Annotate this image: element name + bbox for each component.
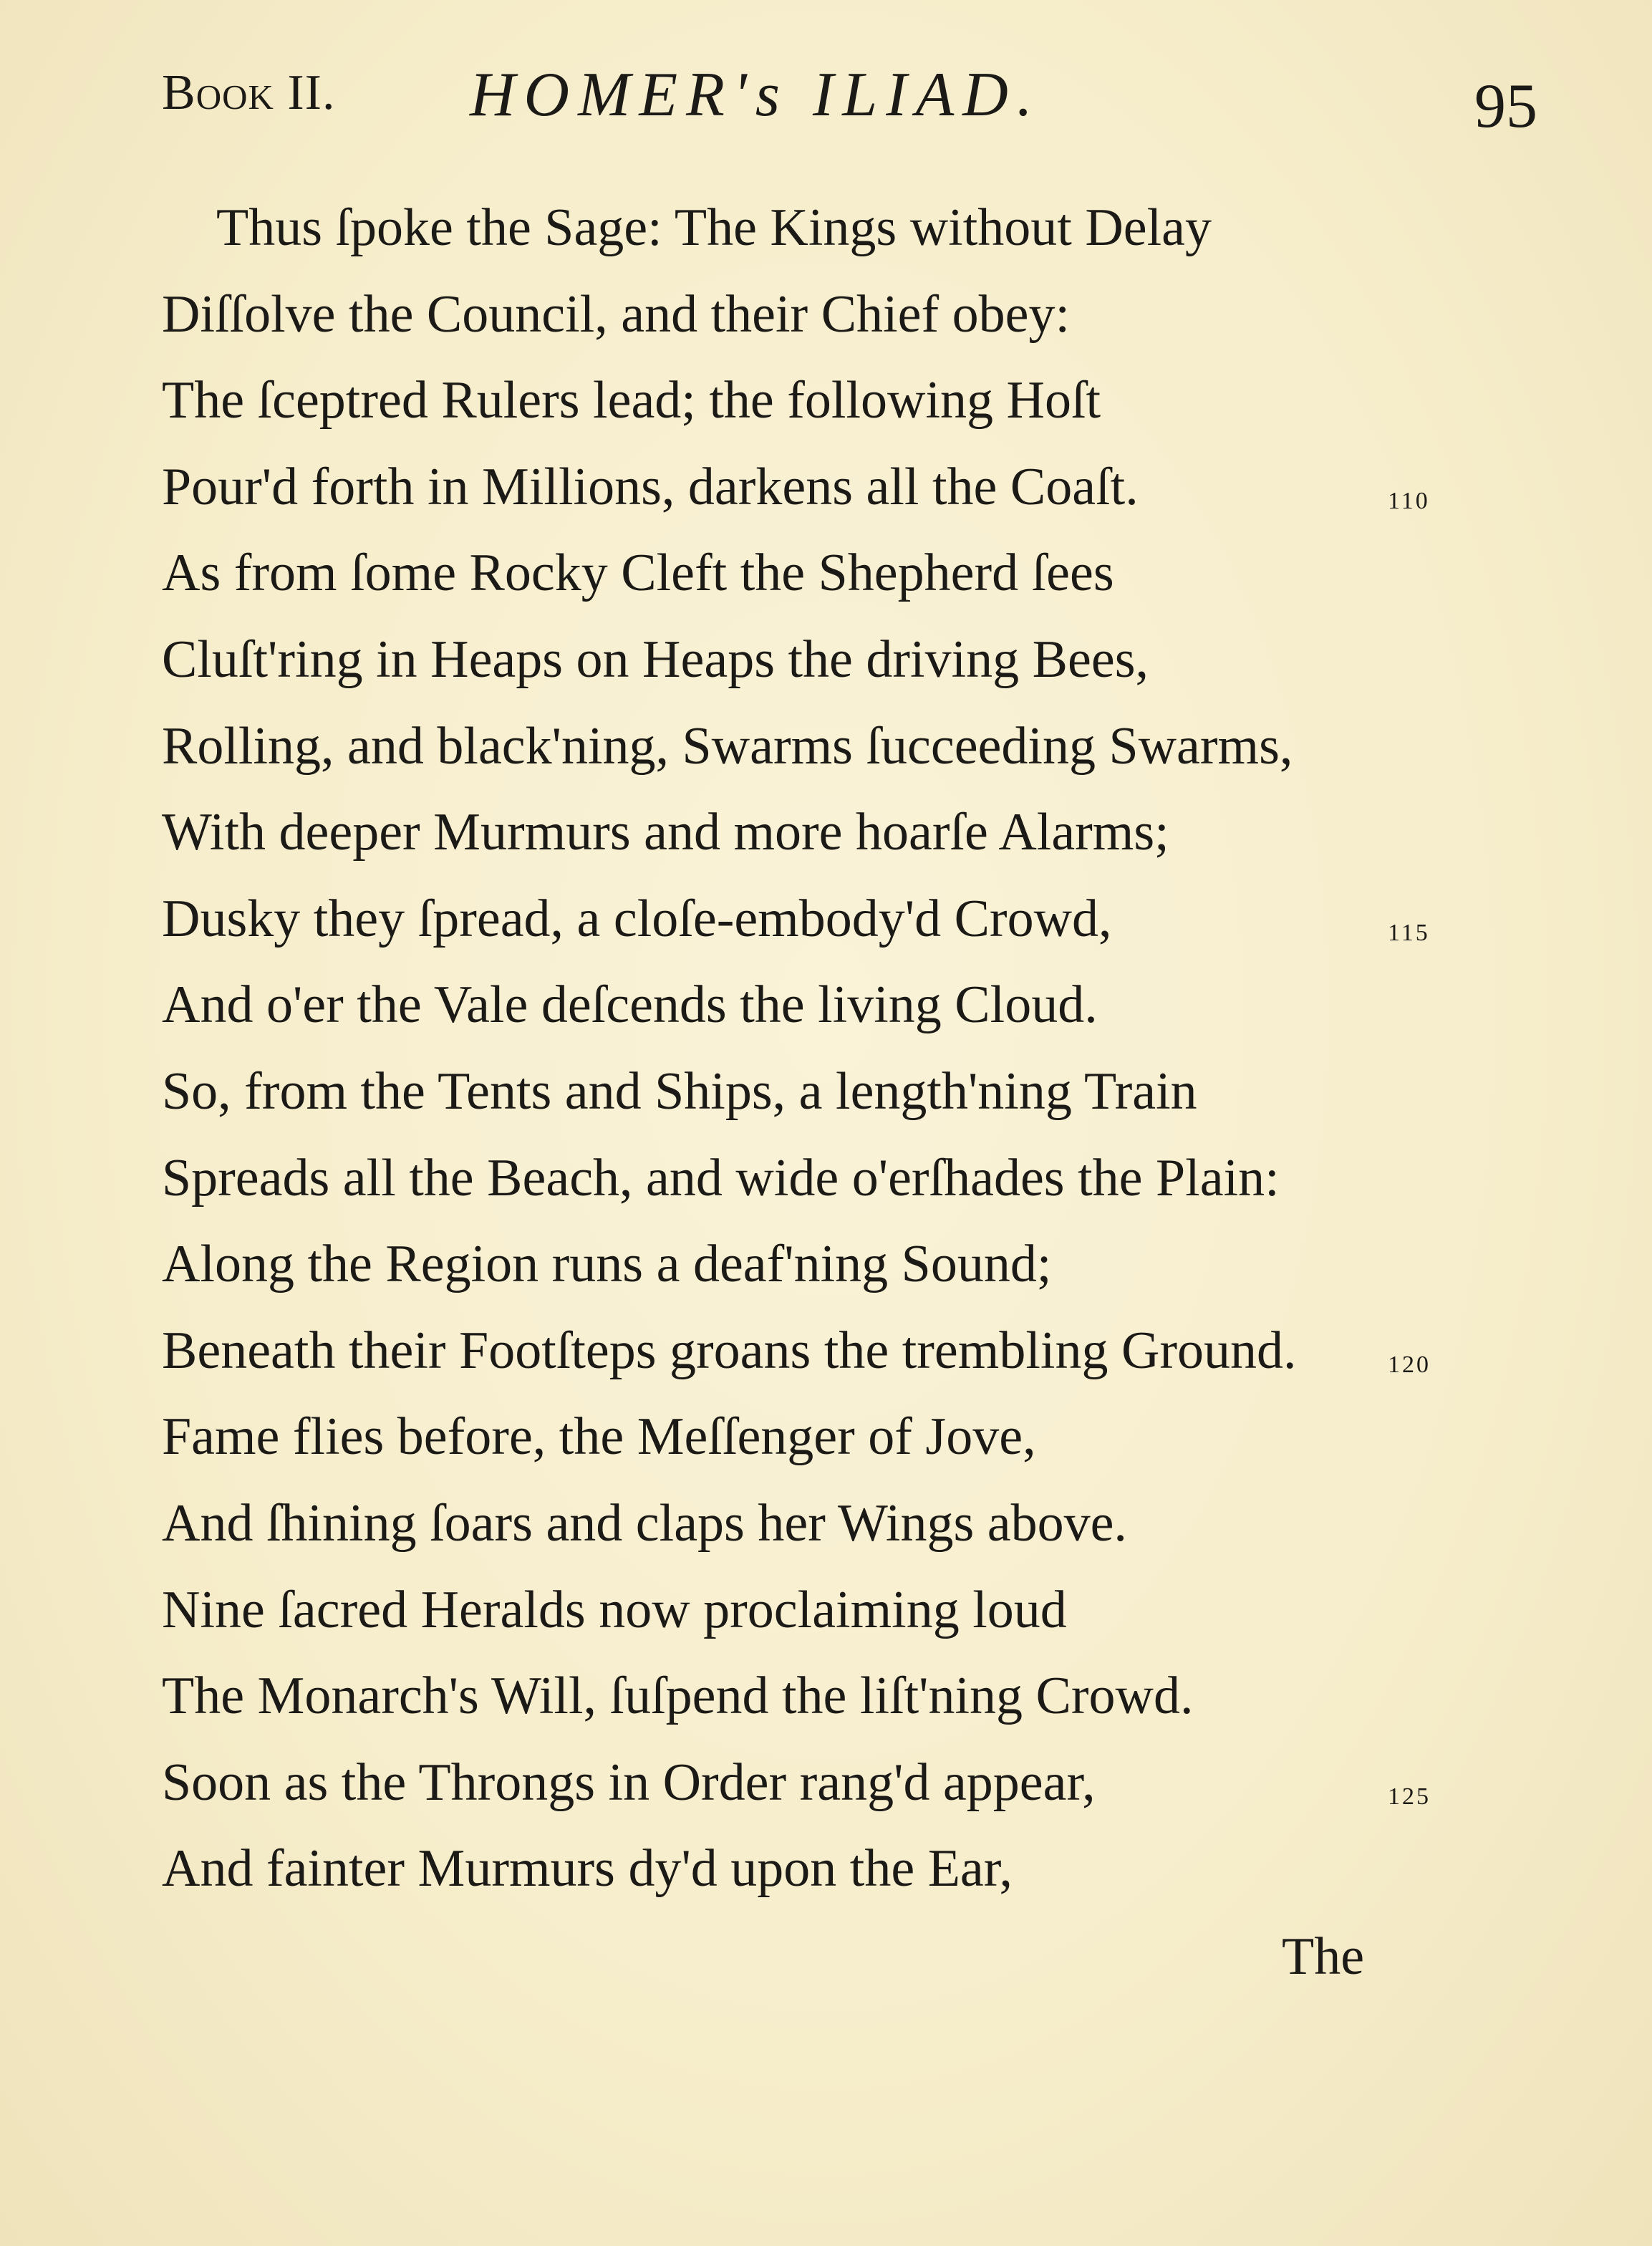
catchword: The bbox=[1282, 1927, 1365, 1986]
line-number: 125 bbox=[1388, 1783, 1431, 1810]
verse-line bbox=[162, 1308, 1522, 1394]
verse-text: Cluſt'ring in Heaps on Heaps the driving Bees, bbox=[162, 630, 1149, 689]
verse-line bbox=[162, 1653, 1522, 1740]
verse-line bbox=[162, 1740, 1522, 1826]
verse-text: And ſhining ſoars and claps her Wings above. bbox=[162, 1493, 1127, 1553]
verse-text: Nine ſacred Heralds now proclaiming loud bbox=[162, 1580, 1067, 1639]
line-number: 115 bbox=[1388, 919, 1430, 946]
verse-text: The ſceptred Rulers lead; the following Hoſt bbox=[162, 371, 1101, 430]
verse-line bbox=[162, 876, 1522, 963]
verse-line bbox=[162, 444, 1522, 531]
verse-text: And fainter Murmurs dy'd upon the Ear, bbox=[162, 1839, 1013, 1899]
verse-line bbox=[162, 1480, 1522, 1567]
verse-line bbox=[162, 1394, 1522, 1480]
verse-line bbox=[162, 185, 1522, 271]
verse-text: Along the Region runs a deaf'ning Sound; bbox=[162, 1235, 1052, 1294]
verse-text: Fame flies before, the Meſſenger of Jove, bbox=[162, 1407, 1036, 1467]
verse-line bbox=[162, 1567, 1522, 1654]
verse-line bbox=[162, 530, 1522, 617]
verse-line bbox=[162, 271, 1522, 358]
verse-text: The Monarch's Will, ſuſpend the liſt'ning Crowd. bbox=[162, 1667, 1194, 1726]
verse-line bbox=[162, 703, 1522, 790]
verse-line bbox=[162, 1826, 1522, 1912]
running-title: HOMER's ILIAD. bbox=[470, 60, 1041, 130]
verse-text: Rolling, and black'ning, Swarms ſucceeding Swarms, bbox=[162, 716, 1293, 776]
verse-block bbox=[162, 185, 1522, 1912]
verse-text: As from ſome Rocky Cleft the Shepherd ſees bbox=[162, 544, 1114, 603]
verse-line bbox=[162, 617, 1522, 703]
verse-text: Spreads all the Beach, and wide o'erſhades the Plain: bbox=[162, 1148, 1280, 1208]
verse-line bbox=[162, 962, 1522, 1049]
book-label: Book II. bbox=[162, 65, 336, 120]
line-number: 110 bbox=[1388, 487, 1430, 514]
verse-text: Thus ſpoke the Sage: The Kings without Delay bbox=[216, 198, 1212, 257]
verse-line bbox=[162, 789, 1522, 876]
verse-text: With deeper Murmurs and more hoarſe Alarms; bbox=[162, 803, 1169, 862]
verse-text: Diſſolve the Council, and their Chief obey: bbox=[162, 284, 1071, 344]
verse-line bbox=[162, 1049, 1522, 1135]
page-number: 95 bbox=[1474, 72, 1537, 141]
verse-text: So, from the Tents and Ships, a length'ning Train bbox=[162, 1061, 1197, 1121]
verse-line bbox=[162, 1221, 1522, 1308]
verse-line bbox=[162, 357, 1522, 444]
line-number: 120 bbox=[1388, 1351, 1431, 1378]
running-header bbox=[162, 57, 1537, 141]
verse-text: Beneath their Footſteps groans the trembling Ground. bbox=[162, 1321, 1297, 1380]
verse-text: Dusky they ſpread, a cloſe-embody'd Crowd, bbox=[162, 889, 1112, 948]
verse-text: And o'er the Vale deſcends the living Cloud. bbox=[162, 975, 1098, 1035]
verse-text: Soon as the Throngs in Order rang'd appear, bbox=[162, 1753, 1096, 1812]
verse-text: Pour'd forth in Millions, darkens all the Coaſt. bbox=[162, 457, 1139, 516]
verse-line bbox=[162, 1135, 1522, 1222]
